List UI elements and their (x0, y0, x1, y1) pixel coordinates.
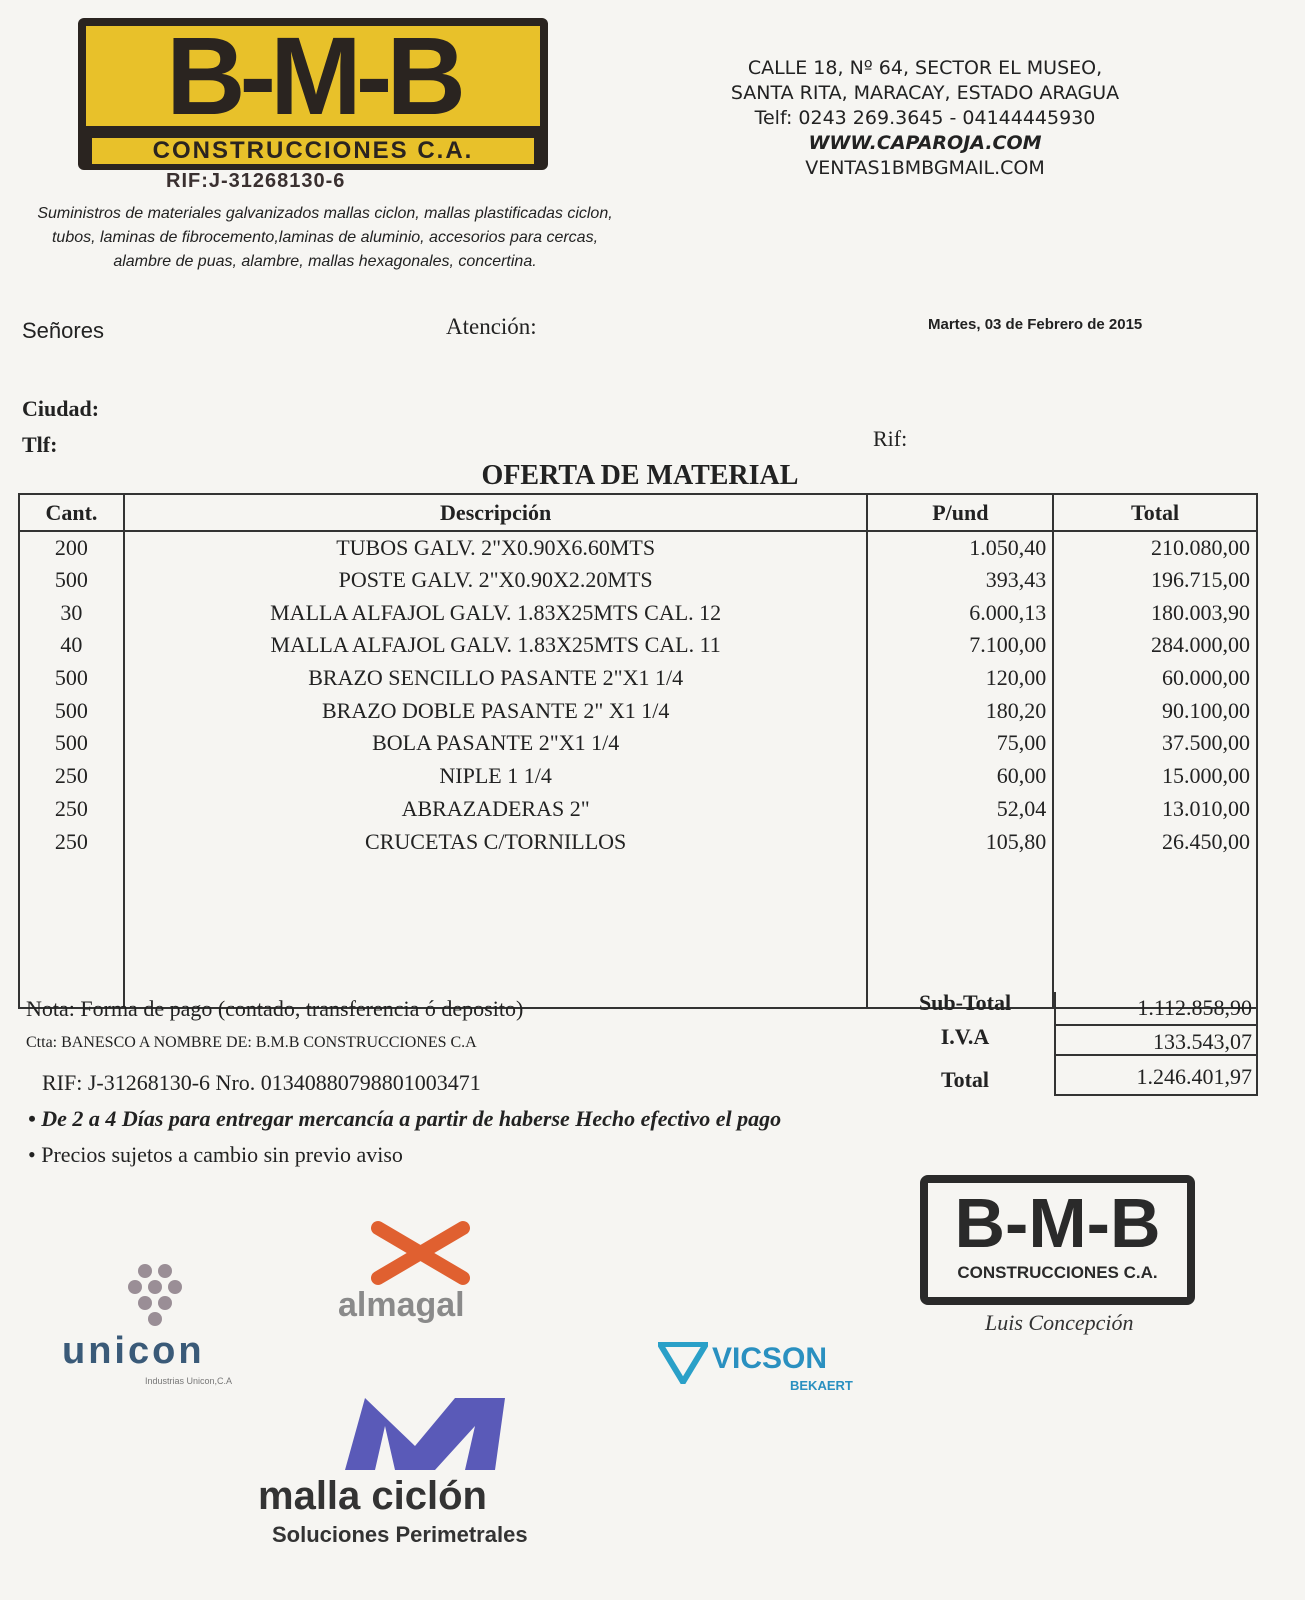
table-row (19, 564, 1257, 597)
vicson-logo-icon (658, 1342, 708, 1389)
table-row (19, 825, 1257, 858)
cell-punit: 6.000,13 (867, 596, 1053, 629)
company-stamp (920, 1175, 1195, 1305)
logo-letters: B-M-B (86, 26, 540, 126)
company-description: Suministros de materiales galvanizados mallas ciclon, mallas plastificadas ciclon, tubos, laminas de fibrocemento,laminas de aluminio, accesorios para cercas, alambre de puas, alambre, mallas hexagonales, concertina. (37, 205, 613, 270)
cell-punit: 7.100,00 (867, 629, 1053, 662)
company-address (690, 56, 1160, 181)
table-row (19, 531, 1257, 564)
cell-cant: 500 (19, 694, 124, 727)
iva-value: 133.543,07 (1054, 1026, 1258, 1056)
cell-total: 90.100,00 (1053, 694, 1257, 727)
total-value: 1.246.401,97 (1054, 1056, 1258, 1096)
cell-punit: 120,00 (867, 662, 1053, 695)
cell-cant: 30 (19, 596, 124, 629)
rif-account-number: RIF: J-31268130-6 Nro. 01340880798801003471 (42, 1070, 481, 1095)
table-row (19, 629, 1257, 662)
subtotal-label: Sub-Total (918, 990, 1012, 1015)
cell-descripcion: BRAZO DOBLE PASANTE 2" X1 1/4 (124, 694, 868, 727)
malla-ciclon-logo-icon (335, 1396, 535, 1477)
email: VENTAS1BMBGMAIL.COM (805, 157, 1045, 179)
cell-punit: 180,20 (867, 694, 1053, 727)
cell-punit: 75,00 (867, 727, 1053, 760)
ciudad-label: Ciudad: (22, 396, 100, 421)
website: WWW.CAPAROJA.COM (808, 132, 1042, 154)
cell-cant: 250 (19, 825, 124, 858)
cell-total: 180.003,90 (1053, 596, 1257, 629)
delivery-text: De 2 a 4 Días para entregar mercancía a partir de haberse Hecho efectivo el pago (41, 1106, 782, 1131)
unicon-logo: unicon (62, 1330, 205, 1372)
price-text: Precios sujetos a cambio sin previo aviso (41, 1142, 403, 1167)
cell-punit: 393,43 (867, 564, 1053, 597)
date: Martes, 03 de Febrero de 2015 (928, 316, 1143, 333)
cell-descripcion: NIPLE 1 1/4 (124, 760, 868, 793)
cell-total: 210.080,00 (1053, 531, 1257, 564)
header-punit: P/und (867, 494, 1053, 531)
phone: Telf: 0243 269.3645 - 04144445930 (754, 107, 1096, 129)
rif-label: Rif: (873, 426, 908, 451)
document-title: OFERTA DE MATERIAL (481, 460, 799, 491)
malla-ciclon-logo: malla ciclón (258, 1474, 487, 1518)
cell-total: 196.715,00 (1053, 564, 1257, 597)
cell-cant: 200 (19, 531, 124, 564)
cell-cant: 250 (19, 760, 124, 793)
cell-cant: 500 (19, 662, 124, 695)
signature: Luis Concepción (985, 1310, 1134, 1335)
atencion-label: Atención: (446, 314, 537, 339)
header-descripcion: Descripción (124, 494, 868, 531)
cell-descripcion: ABRAZADERAS 2" (124, 793, 868, 826)
cell-total: 60.000,00 (1053, 662, 1257, 695)
unicon-logo-icon (120, 1262, 190, 1337)
table-row (19, 694, 1257, 727)
cell-total: 284.000,00 (1053, 629, 1257, 662)
cell-cant: 40 (19, 629, 124, 662)
cell-punit: 52,04 (867, 793, 1053, 826)
total-label: Total (940, 1067, 990, 1092)
cell-total: 15.000,00 (1053, 760, 1257, 793)
company-logo (78, 14, 548, 170)
address-line: SANTA RITA, MARACAY, ESTADO ARAGUA (730, 82, 1120, 104)
bank-account: Ctta: BANESCO A NOMBRE DE: B.M.B CONSTRUCCIONES C.A (26, 1034, 477, 1051)
cell-total: 26.450,00 (1053, 825, 1257, 858)
almagal-logo-icon (368, 1218, 478, 1293)
cell-total: 37.500,00 (1053, 727, 1257, 760)
price-note: • Precios sujetos a cambio sin previo aviso (28, 1142, 403, 1167)
delivery-note: • De 2 a 4 Días para entregar mercancía a partir de haberse Hecho efectivo el pago (28, 1106, 782, 1131)
cell-punit: 105,80 (867, 825, 1053, 858)
materials-table (18, 493, 1258, 1009)
logo-subtitle: CONSTRUCCIONES C.A. (92, 138, 534, 164)
cell-descripcion: BRAZO SENCILLO PASANTE 2"X1 1/4 (124, 662, 868, 695)
stamp-logo: B-M-B (954, 1184, 1161, 1262)
cell-descripcion: MALLA ALFAJOL GALV. 1.83X25MTS CAL. 11 (124, 629, 868, 662)
subtotal-value: 1.112.858,90 (1054, 992, 1258, 1026)
empty-rows (19, 858, 1257, 1008)
cell-cant: 250 (19, 793, 124, 826)
payment-note: Nota: Forma de pago (contado, transferencia ó deposito) (26, 996, 524, 1021)
cell-descripcion: CRUCETAS C/TORNILLOS (124, 825, 868, 858)
almagal-logo: almagal (338, 1286, 465, 1324)
table-row (19, 760, 1257, 793)
table-row (19, 596, 1257, 629)
cell-descripcion: POSTE GALV. 2"X0.90X2.20MTS (124, 564, 868, 597)
cell-descripcion: BOLA PASANTE 2"X1 1/4 (124, 727, 868, 760)
cell-punit: 60,00 (867, 760, 1053, 793)
company-rif: RIF:J-31268130-6 (166, 170, 346, 192)
cell-descripcion: TUBOS GALV. 2"X0.90X6.60MTS (124, 531, 868, 564)
address-line: CALLE 18, Nº 64, SECTOR EL MUSEO, (747, 57, 1103, 79)
cell-cant: 500 (19, 727, 124, 760)
table-row (19, 727, 1257, 760)
vicson-logo: VICSON (712, 1342, 828, 1375)
header-total: Total (1053, 494, 1257, 531)
cell-cant: 500 (19, 564, 124, 597)
cell-punit: 1.050,40 (867, 531, 1053, 564)
header-cant: Cant. (19, 494, 124, 531)
table-row (19, 662, 1257, 695)
cell-descripcion: MALLA ALFAJOL GALV. 1.83X25MTS CAL. 12 (124, 596, 868, 629)
table-row (19, 793, 1257, 826)
tlf-label: Tlf: (22, 432, 58, 457)
iva-label: I.V.A (940, 1024, 990, 1049)
vicson-sub: BEKAERT (790, 1378, 853, 1393)
senores-label: Señores (22, 318, 104, 343)
unicon-sub: Industrias Unicon,C.A (145, 1376, 233, 1386)
malla-ciclon-sub: Soluciones Perimetrales (272, 1522, 528, 1547)
stamp-sub: CONSTRUCCIONES C.A. (957, 1263, 1158, 1282)
cell-total: 13.010,00 (1053, 793, 1257, 826)
